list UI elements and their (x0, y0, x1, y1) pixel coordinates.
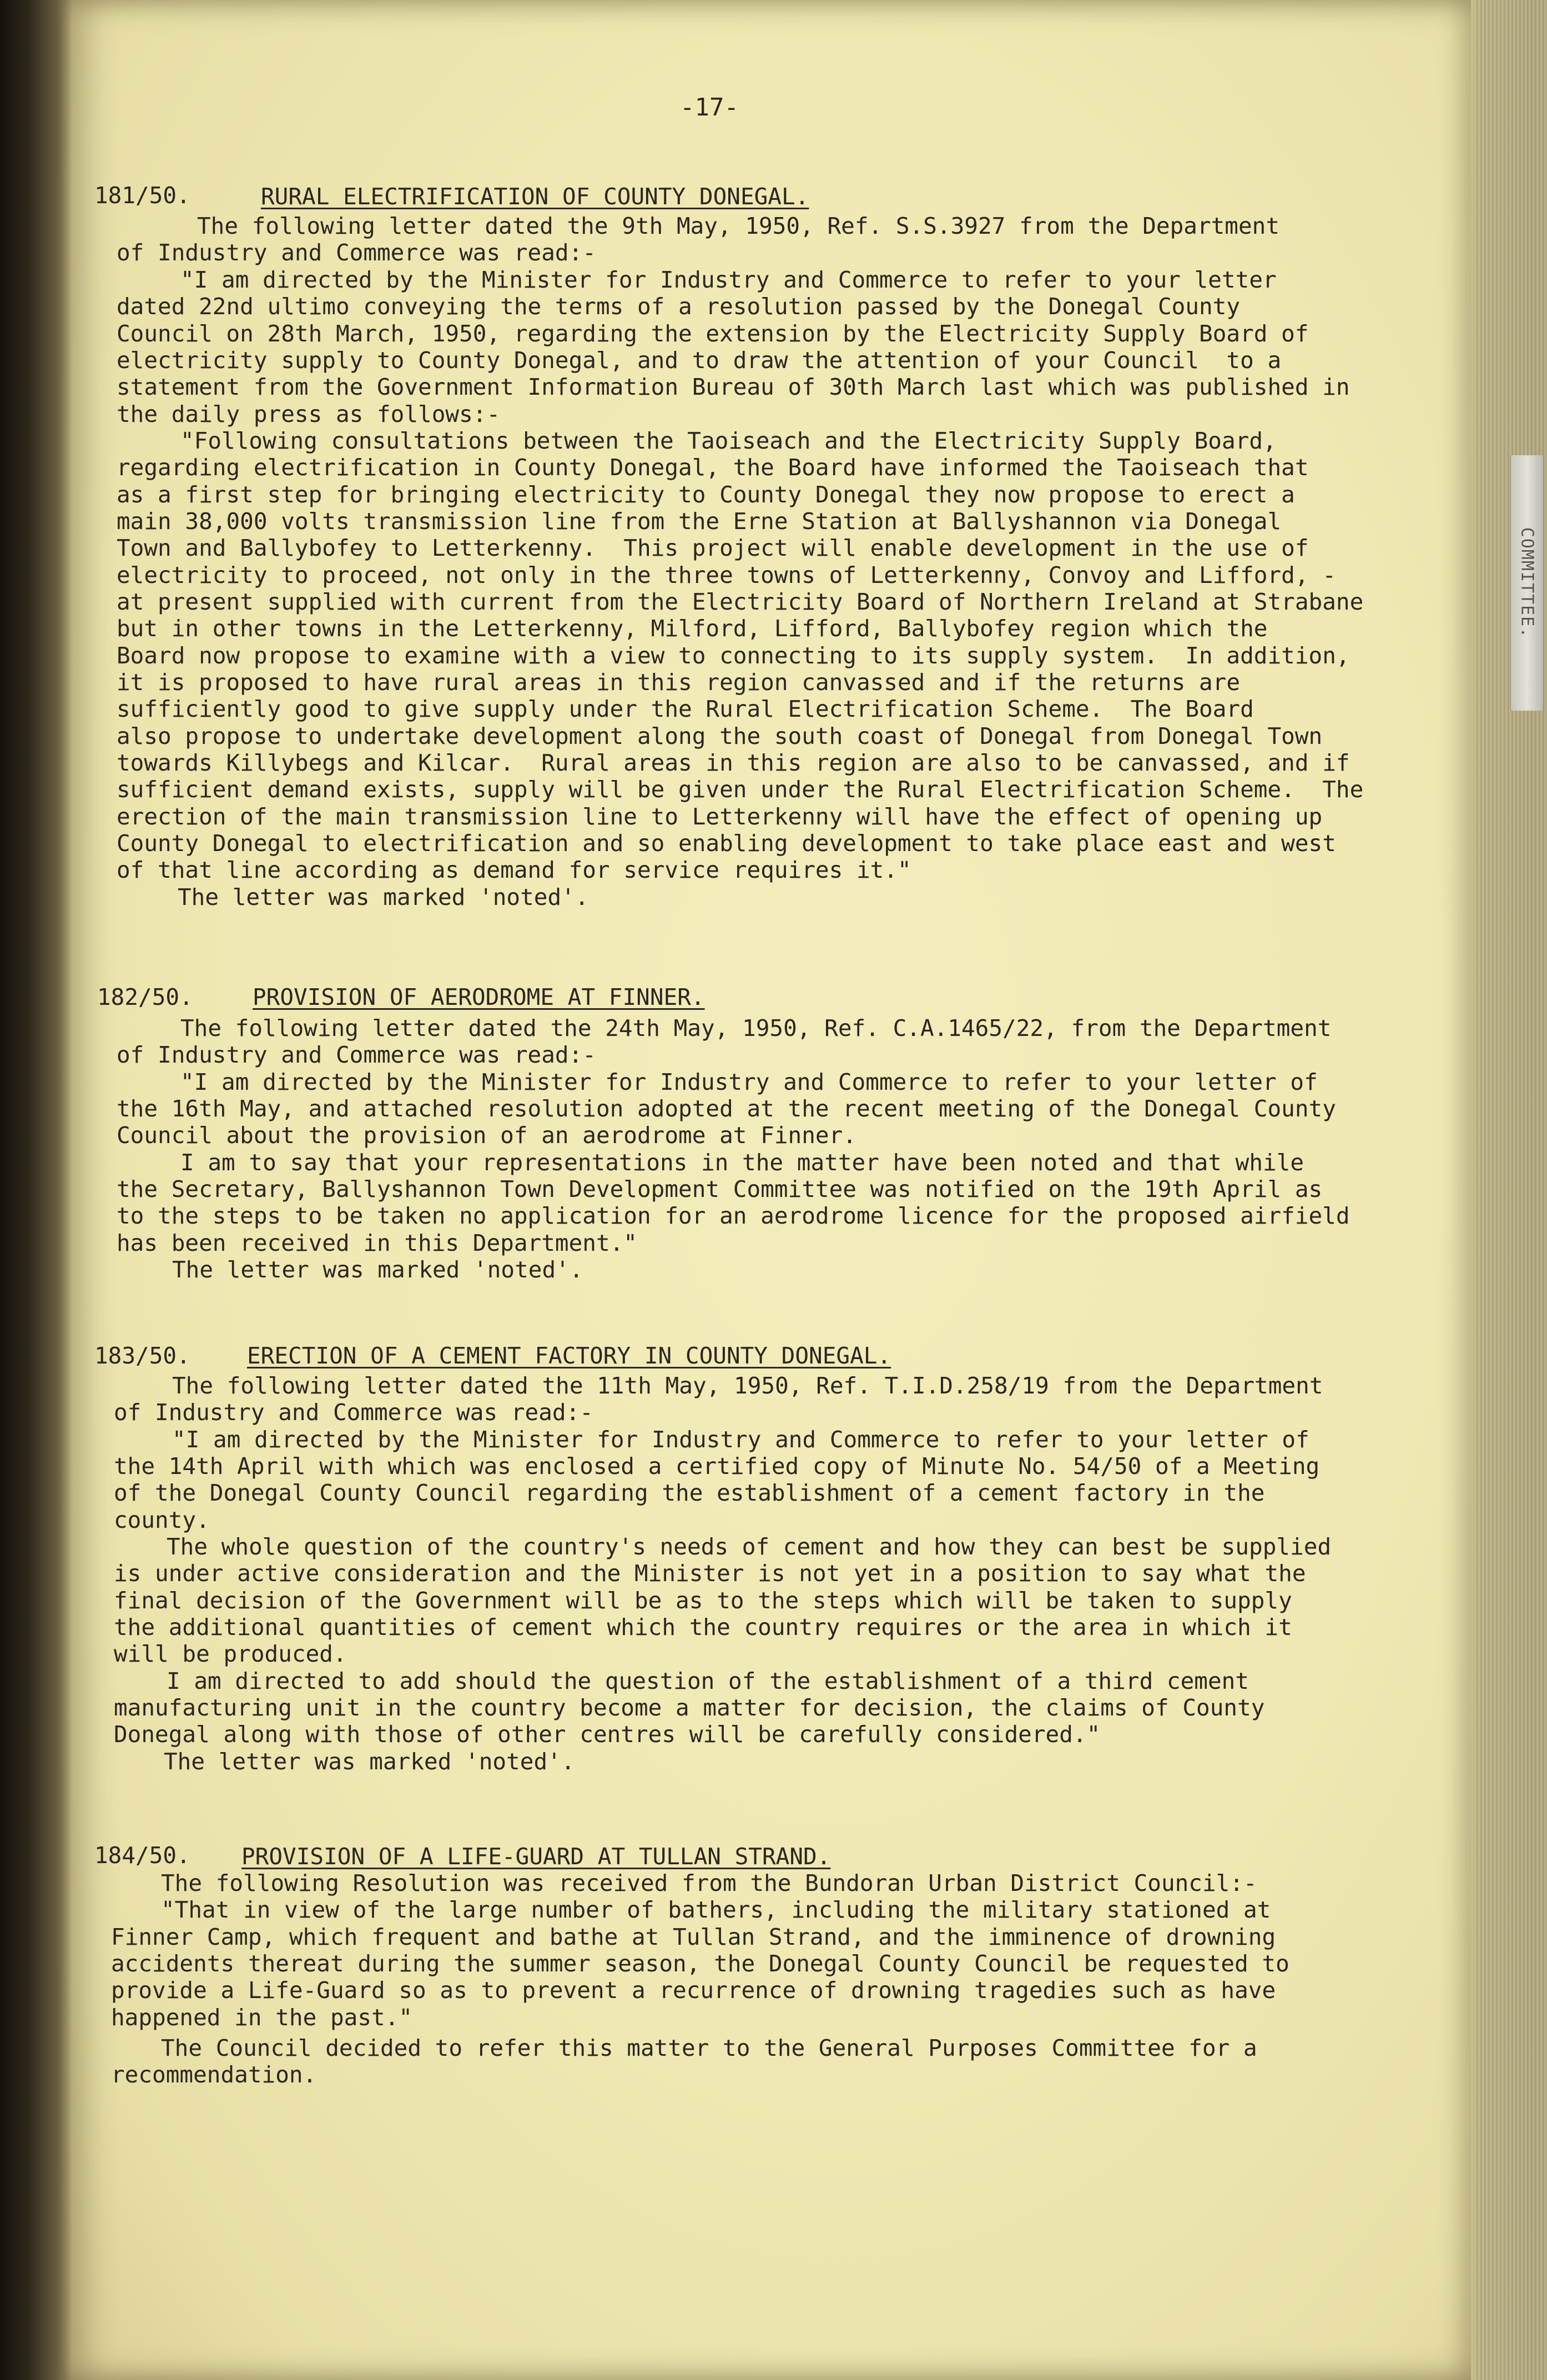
minute-title: ERECTION OF A CEMENT FACTORY IN COUNTY DONEGAL. (247, 1342, 891, 1369)
minute-number: 183/50. (94, 1342, 190, 1369)
page-number: -17- (680, 93, 739, 122)
book-gutter (0, 0, 72, 2380)
text-line: the Secretary, Ballyshannon Town Development Committee was notified on the 19th April as (117, 1176, 1323, 1202)
text-line: Town and Ballybofey to Letterkenny. This project will enable development in the use of (117, 535, 1309, 561)
minute-title: PROVISION OF AERODROME AT FINNER. (253, 984, 705, 1010)
text-line: "Following consultations between the Taoiseach and the Electricity Supply Board, (180, 427, 1277, 454)
text-line: Finner Camp, which frequent and bathe at Tullan Strand, and the imminence of drowning (111, 1924, 1276, 1950)
text-line: also propose to undertake development along the south coast of Donegal from Donegal Town (117, 723, 1323, 749)
text-line: county. (114, 1507, 210, 1533)
text-line: Donegal along with those of other centres will be carefully considered." (114, 1721, 1101, 1748)
text-line: towards Killybegs and Kilcar. Rural areas in this region are also to be canvassed, and if (117, 749, 1350, 776)
text-line: of Industry and Commerce was read:- (117, 239, 596, 266)
text-line: at present supplied with current from the Electricity Board of Northern Ireland at Strabane (117, 588, 1364, 615)
text-line: happened in the past." (111, 2004, 413, 2031)
text-line: of that line according as demand for service requires it." (117, 857, 911, 883)
text-line: regarding electrification in County Donegal, the Board have informed the Taoiseach that (117, 454, 1309, 481)
text-line: The Council decided to refer this matter to the General Purposes Committee for a (161, 2035, 1257, 2061)
text-line: manufacturing unit in the country become a matter for decision, the claims of County (114, 1694, 1265, 1721)
text-line: will be produced. (114, 1641, 347, 1667)
minute-number: 184/50. (94, 1842, 190, 1869)
text-line: is under active consideration and the Minister is not yet in a position to say what the (114, 1560, 1306, 1587)
minute-number: 182/50. (97, 984, 193, 1010)
text-line: The letter was marked 'noted'. (172, 1256, 583, 1283)
text-line: "That in view of the large number of bathers, including the military stationed at (161, 1896, 1271, 1923)
text-line: Council on 28th March, 1950, regarding the extension by the Electricity Supply Board of (117, 320, 1309, 347)
text-line: accidents thereat during the summer season, the Donegal County Council be requested to (111, 1950, 1289, 1977)
text-line: the daily press as follows:- (117, 401, 501, 427)
text-line: Council about the provision of an aerodrome at Finner. (117, 1122, 856, 1149)
text-line: it is proposed to have rural areas in this region canvassed and if the returns are (117, 669, 1241, 696)
minute-title: PROVISION OF A LIFE-GUARD AT TULLAN STRAND. (241, 1843, 831, 1870)
text-line: The whole question of the country's needs of cement and how they can best be supplied (167, 1533, 1332, 1560)
text-line: main 38,000 volts transmission line from the Erne Station at Ballyshannon via Donegal (117, 508, 1282, 535)
text-line: The following Resolution was received from the Bundoran Urban District Council:- (161, 1870, 1257, 1896)
text-line: of the Donegal County Council regarding the establishment of a cement factory in the (114, 1480, 1265, 1506)
text-line: The letter was marked 'noted'. (164, 1748, 575, 1775)
text-line: The following letter dated the 24th May, 1950, Ref. C.A.1465/22, from the Department (180, 1015, 1332, 1041)
text-line: I am directed to add should the question of the establishment of a third cement (167, 1668, 1249, 1694)
text-line: "I am directed by the Minister for Industry and Commerce to refer to your letter of (180, 1069, 1318, 1095)
text-line: dated 22nd ultimo conveying the terms of a resolution passed by the Donegal County (117, 293, 1241, 320)
text-line: sufficiently good to give supply under the Rural Electrification Scheme. The Board (117, 696, 1254, 722)
side-tab (1510, 455, 1544, 711)
text-line: "I am directed by the Minister for Industry and Commerce to refer to your letter (180, 266, 1277, 293)
text-line: but in other towns in the Letterkenny, Milford, Lifford, Ballybofey region which the (117, 615, 1268, 642)
text-line: The letter was marked 'noted'. (178, 884, 589, 910)
text-line: electricity supply to County Donegal, and to draw the attention of your Council to a (117, 347, 1282, 374)
text-line: electricity to proceed, not only in the three towns of Letterkenny, Convoy and Lifford, - (117, 562, 1336, 588)
minute-title: RURAL ELECTRIFICATION OF COUNTY DONEGAL. (261, 183, 809, 210)
text-line: County Donegal to electrification and so enabling development to take place east and west (117, 830, 1336, 857)
text-line: final decision of the Government will be as to the steps which will be taken to supply (114, 1587, 1292, 1614)
page-edges (1475, 0, 1547, 2380)
text-line: recommendation. (111, 2061, 317, 2088)
text-line: has been received in this Department." (117, 1230, 637, 1256)
text-line: "I am directed by the Minister for Industry and Commerce to refer to your letter of (172, 1426, 1309, 1453)
text-line: The following letter dated the 9th May, 1950, Ref. S.S.3927 from the Department (197, 213, 1280, 239)
text-line: provide a Life-Guard so as to prevent a recurrence of drowning tragedies such as have (111, 1977, 1276, 2004)
text-line: Board now propose to examine with a view to connecting to its supply system. In addition, (117, 642, 1350, 669)
text-line: The following letter dated the 11th May, 1950, Ref. T.I.D.258/19 from the Department (172, 1372, 1323, 1399)
text-line: to the steps to be taken no application for an aerodrome licence for the proposed airfield (117, 1202, 1350, 1229)
text-line: sufficient demand exists, supply will be given under the Rural Electrification Scheme. The (117, 776, 1364, 803)
text-line: of Industry and Commerce was read:- (114, 1399, 593, 1426)
text-line: as a first step for bringing electricity to County Donegal they now propose to erect a (117, 481, 1295, 508)
text-line: the additional quantities of cement which the country requires or the area in which it (114, 1614, 1292, 1641)
minute-number: 181/50. (94, 182, 190, 209)
text-line: the 14th April with which was enclosed a certified copy of Minute No. 54/50 of a Meeting (114, 1453, 1320, 1480)
text-line: I am to say that your representations in the matter have been noted and that while (180, 1149, 1304, 1176)
text-line: erection of the main transmission line to Letterkenny will have the effect of opening up (117, 803, 1323, 830)
text-line: the 16th May, and attached resolution adopted at the recent meeting of the Donegal County (117, 1095, 1336, 1122)
text-line: statement from the Government Information Bureau of 30th March last which was published in (117, 374, 1350, 400)
side-tab-label: COMMITTEE. (1517, 527, 1537, 639)
text-line: of Industry and Commerce was read:- (117, 1041, 596, 1068)
